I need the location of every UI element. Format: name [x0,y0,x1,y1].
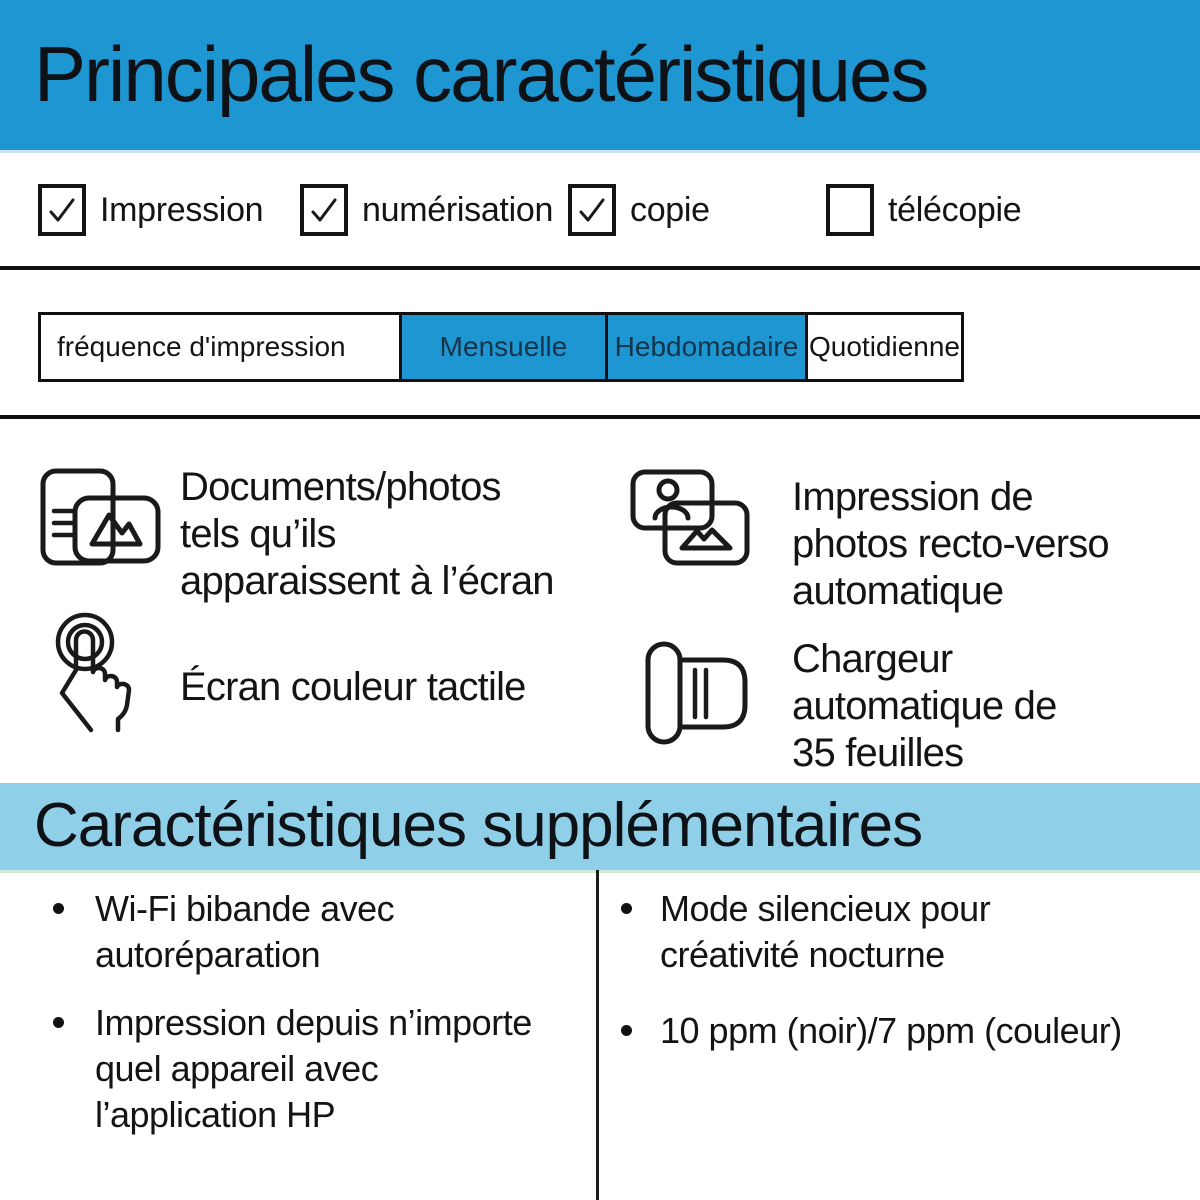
supplementary-title: Caractéristiques supplémentaires [34,791,923,860]
function-label: copie [630,190,710,229]
page-title: Principales caractéristiques [34,30,928,118]
checkbox-numerisation[interactable] [300,184,348,236]
function-copie[interactable] [568,184,710,236]
check-icon [45,193,79,227]
touchscreen-icon [48,612,144,736]
feature-text-duplex: Impression de photos recto-verso automatique [792,475,1109,613]
checkbox-copie[interactable] [568,184,616,236]
supplementary-header-banner [0,783,1200,873]
supplementary-list-right [612,886,1187,1076]
supplementary-list-left [40,886,585,1160]
bullet-dot [621,903,632,914]
list-item: Impression depuis n’importe quel appareil avec l’application HP [40,1000,585,1138]
main-header-banner [0,0,1200,153]
bullet-dot [53,1017,64,1028]
checkbox-telecopie[interactable] [826,184,874,236]
function-telecopie[interactable] [826,184,1021,236]
function-label: Impression [100,190,264,229]
checkbox-impression[interactable] [38,184,86,236]
function-numerisation[interactable] [300,184,553,236]
divider [0,266,1200,270]
check-icon [575,193,609,227]
function-impression[interactable] [38,184,263,236]
frequency-table [38,312,964,382]
function-label: numérisation [362,190,554,229]
function-label: télécopie [888,190,1022,229]
document-feeder-icon [644,640,750,746]
list-item: Mode silencieux pour créativité nocturne [612,886,1187,978]
list-item: Wi-Fi bibande avec autoréparation [40,886,585,978]
duplex-photos-icon [628,468,753,568]
frequency-option-hebdomadaire[interactable]: Hebdomadaire [605,315,805,379]
list-item: 10 ppm (noir)/7 ppm (couleur) [612,1008,1187,1054]
feature-text-feeder: Chargeur automatique de 35 feuilles [792,637,1057,775]
frequency-label-cell: fréquence d'impression [57,331,346,362]
feature-text-touchscreen: Écran couleur tactile [180,665,526,709]
frequency-option-mensuelle[interactable]: Mensuelle [399,315,605,379]
frequency-option-quotidienne[interactable]: Quotidienne [805,315,961,379]
bullet-dot [621,1025,632,1036]
bullet-dot [53,903,64,914]
documents-photos-icon [40,466,162,574]
divider [0,415,1200,419]
column-divider [596,870,599,1200]
check-icon [307,193,341,227]
feature-text-documents: Documents/photos tels qu’ils apparaissent à l’écran [180,465,554,603]
